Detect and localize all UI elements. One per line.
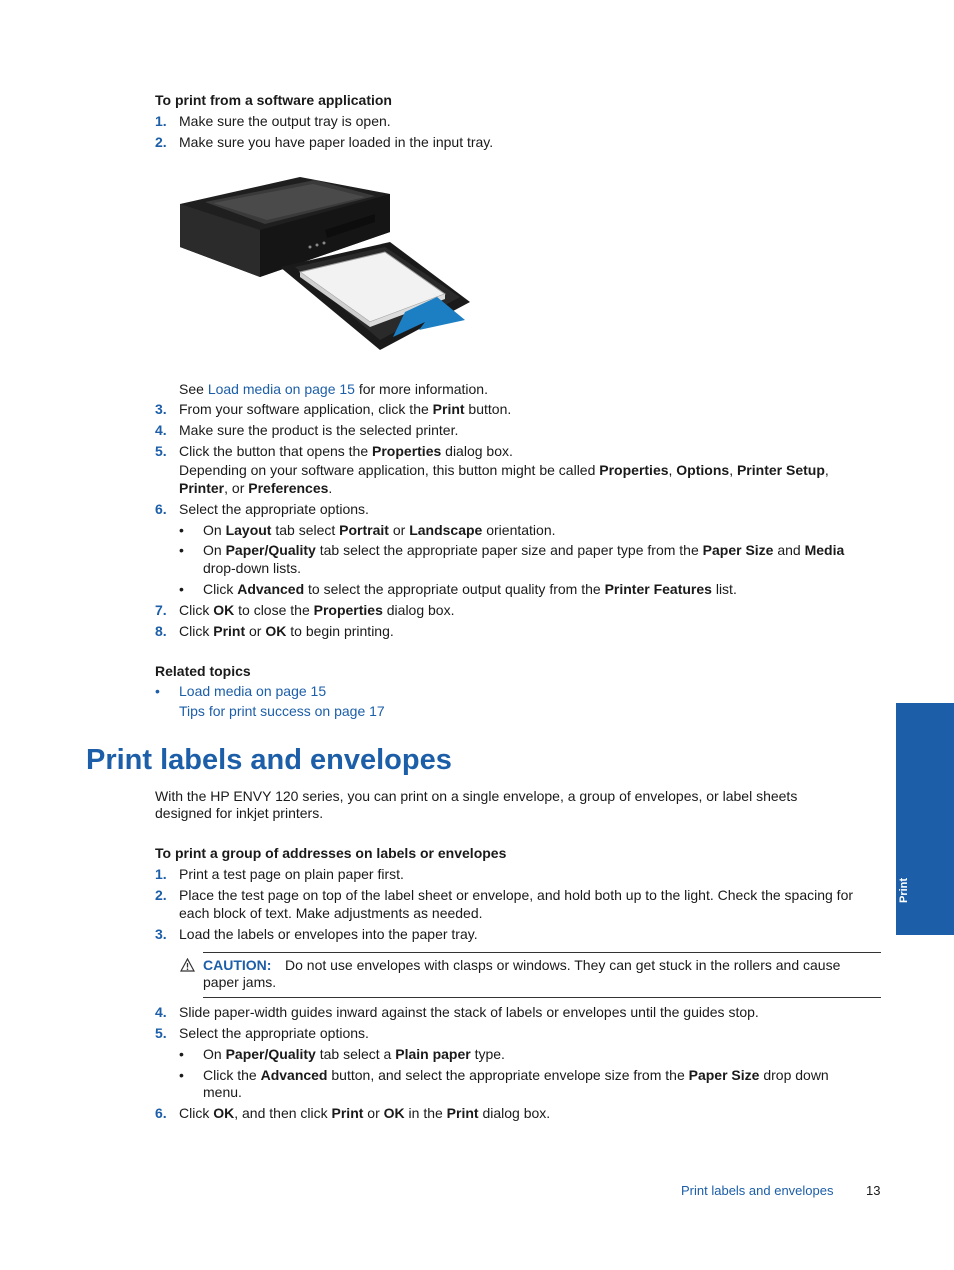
related-topics-heading: Related topics [155, 663, 251, 679]
procedure-heading: To print a group of addresses on labels or envelopes [155, 845, 507, 861]
step-text: Printer, or Preferences. [179, 480, 333, 496]
step-text: Click the button that opens the Properties dialog box. [179, 443, 513, 459]
step-text: Make sure the output tray is open. [179, 113, 391, 129]
see-text: See [179, 381, 208, 397]
step-number: 2. [155, 887, 167, 903]
step-text: Select the appropriate options. [179, 501, 369, 517]
page-number: 13 [866, 1183, 881, 1198]
caution-text: Do not use envelopes with clasps or windows. They can get stuck in the rollers and cause [285, 957, 841, 973]
bullet: • [179, 522, 184, 538]
step-number: 3. [155, 401, 167, 417]
bullet: • [179, 1067, 184, 1083]
step-number: 7. [155, 602, 167, 618]
bullet-text: Click Advanced to select the appropriate output quality from the Printer Features list. [203, 581, 737, 597]
caution-text: paper jams. [203, 974, 277, 990]
intro-text: With the HP ENVY 120 series, you can print on a single envelope, a group of envelopes, or label sheets designed for inkjet printers. [155, 788, 798, 821]
bullet: • [155, 683, 160, 699]
step-number: 4. [155, 422, 167, 438]
bullet: • [179, 542, 184, 558]
step-text: Print a test page on plain paper first. [179, 866, 404, 882]
see-reference [179, 381, 879, 398]
load-media-link[interactable]: Load media on page 15 [207, 381, 355, 397]
step-text: Place the test page on top of the label sheet or envelope, and hold both up to the light. Check the spacing for [179, 887, 854, 903]
step-text: Depending on your software application, this button might be called Properties, Options, Printer Setup, [179, 462, 829, 478]
chapter-tab-label: Print [898, 877, 910, 903]
section-title: Print labels and envelopes [86, 744, 452, 776]
printer-illustration [175, 172, 475, 357]
step-number: 2. [155, 134, 167, 150]
step-text: Click OK, and then click Print or OK in the Print dialog box. [179, 1105, 551, 1121]
step-number: 1. [155, 866, 167, 882]
step-text: Click Print or OK to begin printing. [179, 623, 394, 639]
bullet: • [179, 1046, 184, 1062]
bullet-text: On Layout tab select Portrait or Landscape orientation. [203, 522, 556, 538]
step-number: 5. [155, 443, 167, 459]
warning-triangle-icon [180, 958, 195, 972]
step-text: Slide paper-width guides inward against the stack of labels or envelopes until the guides stop. [179, 1004, 759, 1020]
related-link-tips[interactable]: Tips for print success on page 17 [179, 703, 385, 719]
bullet-text: Click the Advanced button, and select the appropriate envelope size from the Paper Size drop down [203, 1067, 829, 1083]
step-number: 6. [155, 501, 167, 517]
bullet: • [179, 581, 184, 597]
procedure-heading: To print from a software application [155, 92, 392, 108]
step-number: 8. [155, 623, 167, 639]
bullet-text: drop-down lists. [203, 560, 302, 576]
step-text: Make sure you have paper loaded in the input tray. [179, 134, 494, 150]
step-number: 4. [155, 1004, 167, 1020]
step-number: 5. [155, 1025, 167, 1041]
step-text: Make sure the product is the selected printer. [179, 422, 459, 438]
see-text: for more information. [354, 381, 488, 397]
step-text: From your software application, click the Print button. [179, 401, 512, 417]
caution-label: CAUTION: [203, 957, 272, 973]
step-number: 6. [155, 1105, 167, 1121]
step-text: each block of text. Make adjustments as needed. [179, 905, 483, 921]
step-text: Load the labels or envelopes into the paper tray. [179, 926, 478, 942]
chapter-side-tab [896, 703, 954, 935]
related-link-load-media[interactable]: Load media on page 15 [179, 683, 327, 699]
bullet-text: On Paper/Quality tab select the appropriate paper size and paper type from the Paper Size and Media [203, 542, 845, 558]
step-text: Select the appropriate options. [179, 1025, 369, 1041]
step-number: 3. [155, 926, 167, 942]
bullet-text: menu. [203, 1084, 242, 1100]
step-text: Click OK to close the Properties dialog box. [179, 602, 455, 618]
bullet-text: On Paper/Quality tab select a Plain paper type. [203, 1046, 505, 1062]
footer-section-name: Print labels and envelopes [681, 1183, 834, 1198]
step-number: 1. [155, 113, 167, 129]
